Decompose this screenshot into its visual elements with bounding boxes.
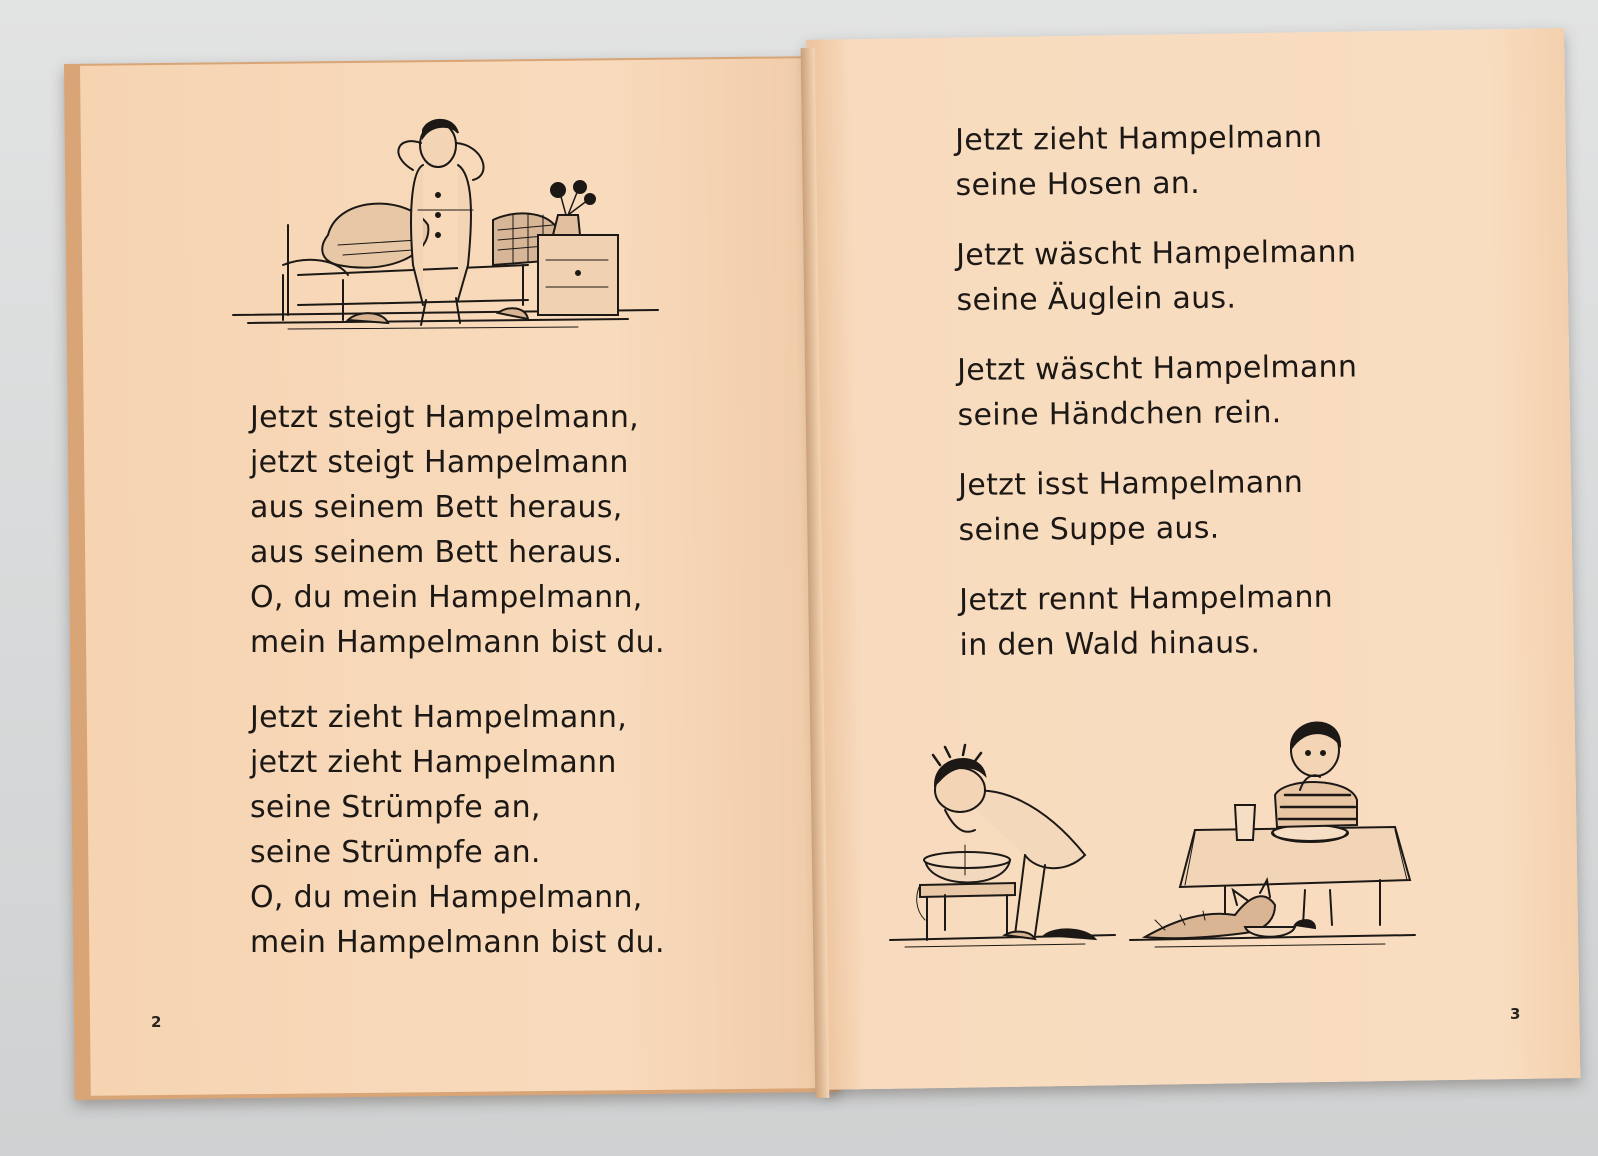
verse-stanza-3 [955,115,1356,208]
verse-stanza-1 [250,395,665,665]
verse-line: seine Hosen an. [955,165,1201,203]
left-page-verses [250,395,665,995]
verse-stanza-2 [250,695,665,965]
verse-stanza-4 [956,230,1357,323]
child-washing-face-drawing [885,735,1125,955]
verse-line: jetzt steigt Hampelmann [250,445,629,480]
verse-line: in den Wald hinaus. [959,625,1261,663]
verse-line: aus seinem Bett heraus, [250,490,623,525]
verse-line: mein Hampelmann bist du. [250,925,665,960]
verse-stanza-7 [959,574,1360,667]
verse-line: seine Äuglein aus. [956,280,1237,318]
verse-line: O, du mein Hampelmann, [250,580,643,615]
child-eating-soup-drawing [1125,715,1425,955]
verse-line: jetzt zieht Hampelmann [250,745,617,780]
verse-stanza-6 [958,459,1359,552]
verse-line: mein Hampelmann bist du. [250,625,665,660]
verse-line: seine Strümpfe an, [250,790,541,825]
verse-line: aus seinem Bett heraus. [250,535,623,570]
verse-line: seine Suppe aus. [958,510,1220,548]
verse-line: Jetzt steigt Hampelmann, [250,400,640,435]
verse-line: O, du mein Hampelmann, [250,880,643,915]
verse-line: Jetzt rennt Hampelmann [959,579,1334,618]
page-number-left: 2 [151,1013,162,1031]
right-page-verses [955,115,1360,693]
verse-line: Jetzt isst Hampelmann [958,464,1304,503]
verse-line: Jetzt wäscht Hampelmann [956,234,1357,273]
verse-line: seine Strümpfe an. [250,835,541,870]
verse-line: Jetzt wäscht Hampelmann [957,349,1358,388]
verse-line: seine Händchen rein. [957,395,1282,433]
verse-line: Jetzt zieht Hampelmann [955,119,1323,158]
page-number-right: 3 [1510,1005,1521,1023]
child-getting-out-of-bed-drawing [228,115,668,345]
verse-line: Jetzt zieht Hampelmann, [250,700,628,735]
verse-stanza-5 [957,345,1358,438]
